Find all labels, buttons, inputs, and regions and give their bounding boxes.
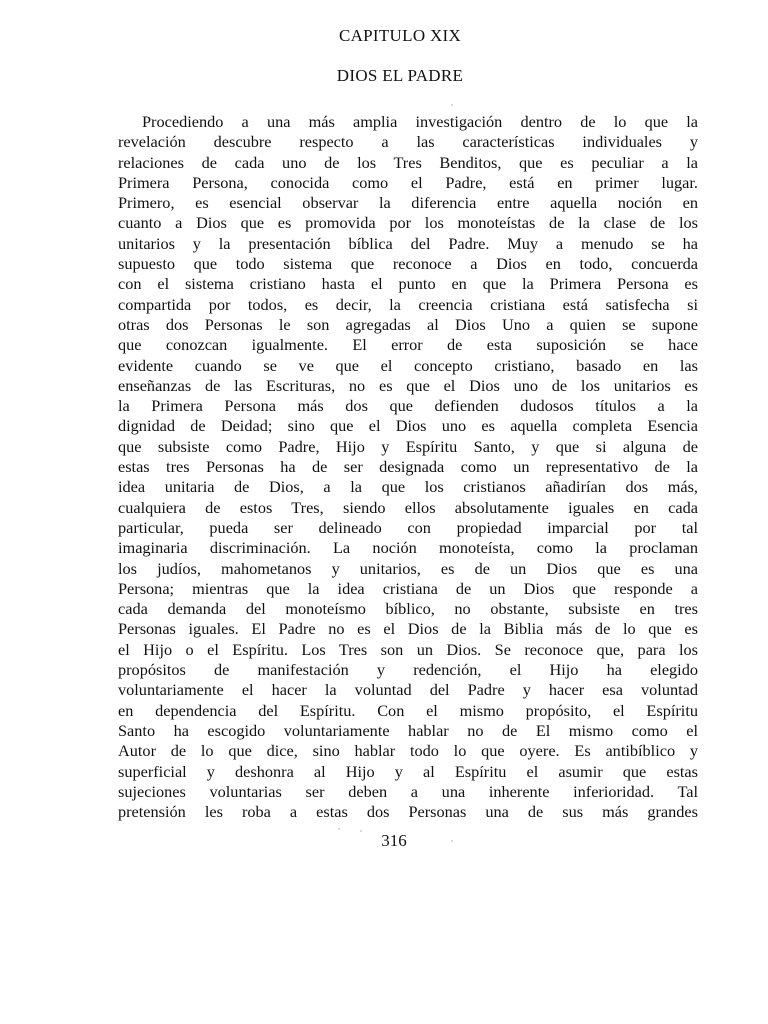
text-line: particular, pueda ser delineado con propiedad imparcial por tal xyxy=(118,517,698,537)
text-line: supuesto que todo sistema que reconoce a Dios en todo, concuerda xyxy=(118,254,698,274)
text-line: superficial y deshonra al Hijo y al Espíritu el asumir que estas xyxy=(118,761,698,781)
text-line: que subsiste como Padre, Hijo y Espíritu Santo, y que si alguna de xyxy=(118,436,698,456)
text-line: dignidad de Deidad; sino que el Dios uno es aquella completa Esencia xyxy=(118,416,698,436)
text-line: compartida por todos, es decir, la creencia cristiana está satisfecha si xyxy=(118,294,698,314)
text-line: en dependencia del Espíritu. Con el mismo propósito, el Espíritu xyxy=(118,700,698,720)
text-line: cada demanda del monoteísmo bíblico, no obstante, subsiste en tres xyxy=(118,599,698,619)
text-line: imaginaria discriminación. La noción monoteísta, como la proclaman xyxy=(118,538,698,558)
text-line: el Hijo o el Espíritu. Los Tres son un Dios. Se reconoce que, para los xyxy=(118,639,698,659)
text-line: propósitos de manifestación y redención, el Hijo ha elegido xyxy=(118,660,698,680)
text-line: Santo ha escogido voluntariamente hablar no de El mismo como el xyxy=(118,720,698,740)
text-line: estas tres Personas ha de ser designada como un representativo de la xyxy=(118,457,698,477)
text-line: Primera Persona, conocida como el Padre, está en primer lugar. xyxy=(118,172,698,192)
text-line: Primero, es esencial observar la diferencia entre aquella noción en xyxy=(118,193,698,213)
text-line: Procediendo a una más amplia investigación dentro de lo que la xyxy=(142,112,698,131)
text-line: revelación descubre respecto a las características individuales y xyxy=(118,132,698,152)
text-line: sujeciones voluntarias ser deben a una inherente inferioridad. Tal xyxy=(118,781,698,801)
chapter-heading: CAPITULO XIX xyxy=(338,26,462,45)
text-line: otras dos Personas le son agregadas al Dios Uno a quien se supone xyxy=(118,314,698,334)
text-line: Personas iguales. El Padre no es el Dios de la Biblia más de lo que es xyxy=(118,619,698,639)
text-line: relaciones de cada uno de los Tres Benditos, que es peculiar a la xyxy=(118,152,698,172)
page-number: 316 xyxy=(381,831,407,850)
text-line: idea unitaria de Dios, a la que los cristianos añadirían dos más, xyxy=(118,477,698,497)
text-line: los judíos, mahometanos y unitarios, es de un Dios que es una xyxy=(118,558,698,578)
text-line: enseñanzas de las Escrituras, no es que el Dios uno de los unitarios es xyxy=(118,375,698,395)
scan-speck xyxy=(338,828,340,830)
scan-speck xyxy=(451,840,453,842)
text-line: pretensión les roba a estas dos Personas una de sus más grandes xyxy=(118,802,698,822)
text-line: la Primera Persona más dos que defienden dudosos títulos a la xyxy=(118,396,698,416)
scan-speck xyxy=(360,830,362,832)
text-line: que conozcan igualmente. El error de esta suposición se hace xyxy=(118,335,698,355)
text-line: Persona; mientras que la idea cristiana de un Dios que responde a xyxy=(118,578,698,598)
scan-speck xyxy=(265,705,267,707)
text-line: voluntariamente el hacer la voluntad del Padre y hacer esa voluntad xyxy=(118,680,698,700)
text-line: evidente cuando se ve que el concepto cristiano, basado en las xyxy=(118,355,698,375)
chapter-title: DIOS EL PADRE xyxy=(336,66,464,85)
scan-speck xyxy=(142,590,144,592)
text-line: cuanto a Dios que es promovida por los monoteístas de la clase de los xyxy=(118,213,698,233)
text-line: Autor de lo que dice, sino hablar todo lo que oyere. Es antibíblico y xyxy=(118,741,698,761)
text-line: con el sistema cristiano hasta el punto en que la Primera Persona es xyxy=(118,274,698,294)
scan-speck xyxy=(451,104,453,106)
body-paragraph xyxy=(118,112,698,822)
text-line: unitarios y la presentación bíblica del Padre. Muy a menudo se ha xyxy=(118,233,698,253)
text-line: cualquiera de estos Tres, siendo ellos absolutamente iguales en cada xyxy=(118,497,698,517)
